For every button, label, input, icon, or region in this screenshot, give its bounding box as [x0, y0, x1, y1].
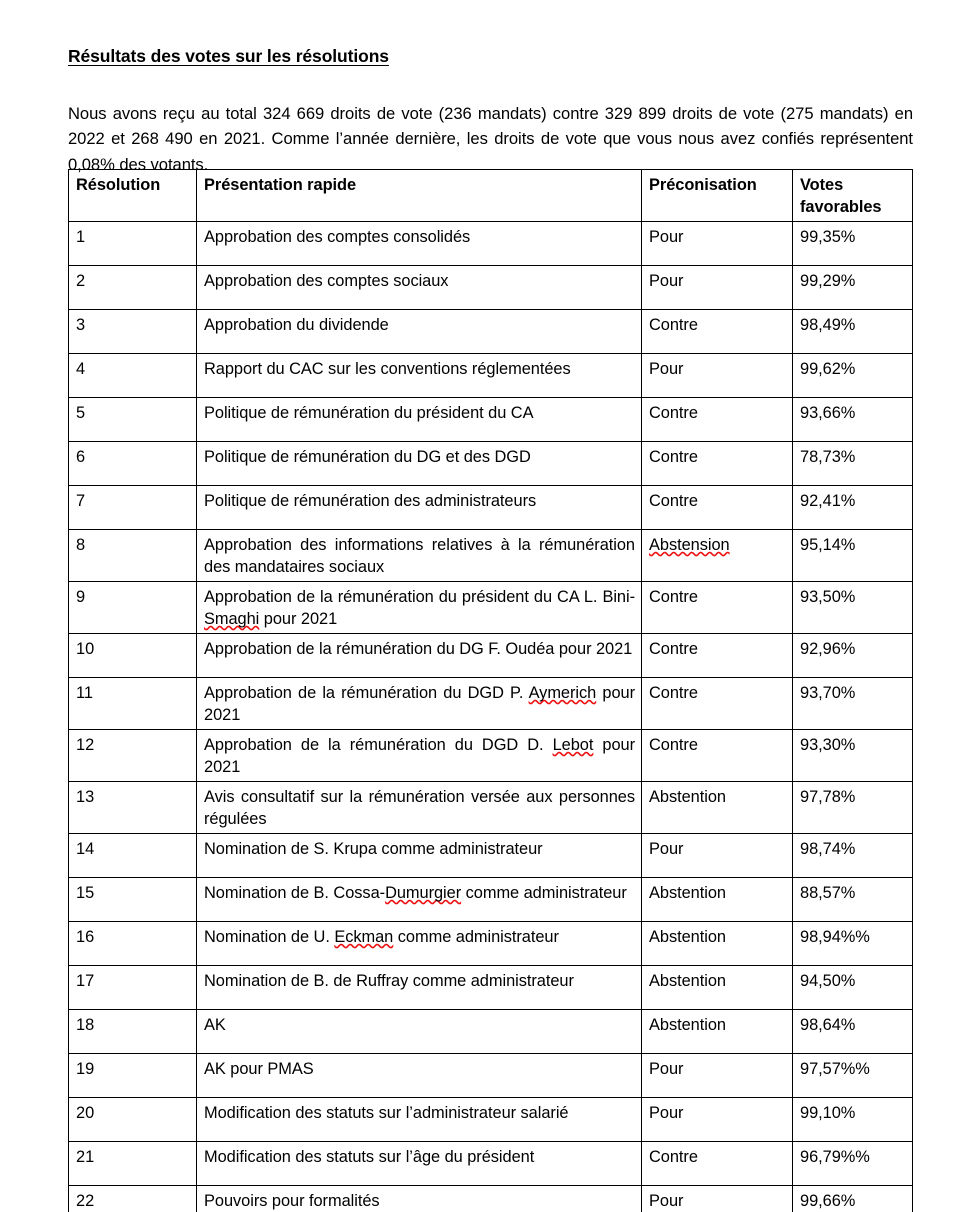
cell-recommendation: Contre [642, 398, 793, 442]
cell-recommendation: Contre [642, 582, 793, 634]
cell-recommendation: Contre [642, 310, 793, 354]
cell-resolution-number: 9 [69, 582, 197, 634]
cell-description: Approbation des comptes sociaux [197, 266, 642, 310]
cell-description: Approbation de la rémunération du DGD D. Lebot pour 2021 [197, 730, 642, 782]
cell-favorable-votes: 92,96% [793, 634, 913, 678]
cell-favorable-votes: 99,29% [793, 266, 913, 310]
cell-resolution-number: 6 [69, 442, 197, 486]
cell-recommendation: Pour [642, 1098, 793, 1142]
table-row [69, 442, 913, 486]
cell-resolution-number: 10 [69, 634, 197, 678]
cell-favorable-votes: 78,73% [793, 442, 913, 486]
cell-recommendation: Abstention [642, 922, 793, 966]
cell-favorable-votes: 93,30% [793, 730, 913, 782]
cell-description: Approbation des comptes consolidés [197, 222, 642, 266]
cell-favorable-votes: 97,57%% [793, 1054, 913, 1098]
cell-description: Nomination de S. Krupa comme administrateur [197, 834, 642, 878]
cell-recommendation: Abstention [642, 1010, 793, 1054]
cell-description: Politique de rémunération des administrateurs [197, 486, 642, 530]
cell-favorable-votes: 99,62% [793, 354, 913, 398]
cell-description: AK pour PMAS [197, 1054, 642, 1098]
cell-recommendation: Abstention [642, 878, 793, 922]
intro-paragraph: Nous avons reçu au total 324 669 droits de vote (236 mandats) contre 329 899 droits de vote (275 mandats) en 2022 et 268 490 en 2021. Comme l’année dernière, les droits de vote que vous nous avez confiés représentent 0,08% des votants. [68, 103, 913, 174]
table-row [69, 730, 913, 782]
cell-favorable-votes: 88,57% [793, 878, 913, 922]
spellcheck-underline: Lebot [552, 736, 594, 754]
resolution-votes-table [68, 169, 913, 1212]
cell-favorable-votes: 95,14% [793, 530, 913, 582]
spellcheck-underline: Dumurgier [385, 884, 462, 902]
cell-recommendation: Contre [642, 634, 793, 678]
cell-resolution-number: 15 [69, 878, 197, 922]
table-row [69, 966, 913, 1010]
cell-favorable-votes: 98,94%% [793, 922, 913, 966]
cell-favorable-votes: 99,66% [793, 1186, 913, 1212]
cell-recommendation: Abstention [642, 966, 793, 1010]
table-row [69, 1010, 913, 1054]
cell-resolution-number: 4 [69, 354, 197, 398]
cell-resolution-number: 20 [69, 1098, 197, 1142]
cell-recommendation: Abstention [642, 782, 793, 834]
cell-description: Nomination de B. de Ruffray comme administrateur [197, 966, 642, 1010]
spellcheck-underline: Smaghi [204, 610, 260, 628]
cell-description: Approbation de la rémunération du DGD P. Aymerich pour 2021 [197, 678, 642, 730]
cell-resolution-number: 3 [69, 310, 197, 354]
cell-favorable-votes: 93,70% [793, 678, 913, 730]
cell-favorable-votes: 99,10% [793, 1098, 913, 1142]
table-row [69, 1142, 913, 1186]
cell-favorable-votes: 98,49% [793, 310, 913, 354]
table-row [69, 1186, 913, 1212]
cell-favorable-votes: 93,50% [793, 582, 913, 634]
column-header-favorable: Votes favorables [793, 170, 913, 222]
cell-resolution-number: 18 [69, 1010, 197, 1054]
cell-description: Avis consultatif sur la rémunération versée aux personnes régulées [197, 782, 642, 834]
table-row [69, 1098, 913, 1142]
spellcheck-underline: Abstension [649, 536, 730, 554]
cell-description: Modification des statuts sur l’administrateur salarié [197, 1098, 642, 1142]
cell-recommendation: Contre [642, 486, 793, 530]
cell-resolution-number: 5 [69, 398, 197, 442]
cell-description: Approbation du dividende [197, 310, 642, 354]
table-row [69, 398, 913, 442]
table-row [69, 530, 913, 582]
cell-resolution-number: 8 [69, 530, 197, 582]
table-header-row [69, 170, 913, 222]
spellcheck-underline: Aymerich [528, 684, 597, 702]
cell-favorable-votes: 94,50% [793, 966, 913, 1010]
cell-description: Nomination de B. Cossa-Dumurgier comme administrateur [197, 878, 642, 922]
cell-description: Politique de rémunération du DG et des DGD [197, 442, 642, 486]
cell-recommendation: Contre [642, 678, 793, 730]
cell-recommendation: Pour [642, 1186, 793, 1212]
cell-description: Pouvoirs pour formalités [197, 1186, 642, 1212]
cell-favorable-votes: 98,74% [793, 834, 913, 878]
table-row [69, 878, 913, 922]
table-row [69, 486, 913, 530]
cell-description: AK [197, 1010, 642, 1054]
table-row [69, 922, 913, 966]
cell-recommendation: Contre [642, 730, 793, 782]
cell-recommendation: Contre [642, 1142, 793, 1186]
spellcheck-underline: Eckman [334, 928, 394, 946]
cell-recommendation: Contre [642, 442, 793, 486]
cell-favorable-votes: 92,41% [793, 486, 913, 530]
cell-resolution-number: 7 [69, 486, 197, 530]
column-header-resolution: Résolution [69, 170, 197, 222]
cell-resolution-number: 1 [69, 222, 197, 266]
cell-favorable-votes: 93,66% [793, 398, 913, 442]
cell-resolution-number: 19 [69, 1054, 197, 1098]
cell-favorable-votes: 96,79%% [793, 1142, 913, 1186]
table-header [69, 170, 913, 222]
cell-resolution-number: 17 [69, 966, 197, 1010]
cell-resolution-number: 13 [69, 782, 197, 834]
table-row [69, 678, 913, 730]
cell-favorable-votes: 98,64% [793, 1010, 913, 1054]
cell-resolution-number: 16 [69, 922, 197, 966]
cell-description: Approbation de la rémunération du président du CA L. Bini-Smaghi pour 2021 [197, 582, 642, 634]
cell-description: Politique de rémunération du président du CA [197, 398, 642, 442]
cell-description: Modification des statuts sur l’âge du président [197, 1142, 642, 1186]
table-row [69, 266, 913, 310]
table-row [69, 310, 913, 354]
cell-recommendation: Pour [642, 834, 793, 878]
table-row [69, 782, 913, 834]
cell-favorable-votes: 99,35% [793, 222, 913, 266]
cell-resolution-number: 2 [69, 266, 197, 310]
cell-description: Approbation des informations relatives à la rémunération des mandataires sociaux [197, 530, 642, 582]
table-row [69, 1054, 913, 1098]
cell-resolution-number: 21 [69, 1142, 197, 1186]
table-row [69, 582, 913, 634]
cell-recommendation [642, 530, 793, 582]
table-row [69, 634, 913, 678]
cell-description: Nomination de U. Eckman comme administrateur [197, 922, 642, 966]
cell-recommendation: Pour [642, 354, 793, 398]
page-title: Résultats des votes sur les résolutions [68, 45, 389, 66]
cell-resolution-number: 12 [69, 730, 197, 782]
cell-favorable-votes: 97,78% [793, 782, 913, 834]
cell-resolution-number: 22 [69, 1186, 197, 1212]
cell-resolution-number: 14 [69, 834, 197, 878]
table-row [69, 834, 913, 878]
table-body [69, 222, 913, 1212]
column-header-recommendation: Préconisation [642, 170, 793, 222]
cell-recommendation: Pour [642, 266, 793, 310]
cell-recommendation: Pour [642, 222, 793, 266]
table-row [69, 222, 913, 266]
cell-resolution-number: 11 [69, 678, 197, 730]
cell-recommendation: Pour [642, 1054, 793, 1098]
cell-description: Rapport du CAC sur les conventions réglementées [197, 354, 642, 398]
cell-description: Approbation de la rémunération du DG F. Oudéa pour 2021 [197, 634, 642, 678]
column-header-description: Présentation rapide [197, 170, 642, 222]
table-row [69, 354, 913, 398]
